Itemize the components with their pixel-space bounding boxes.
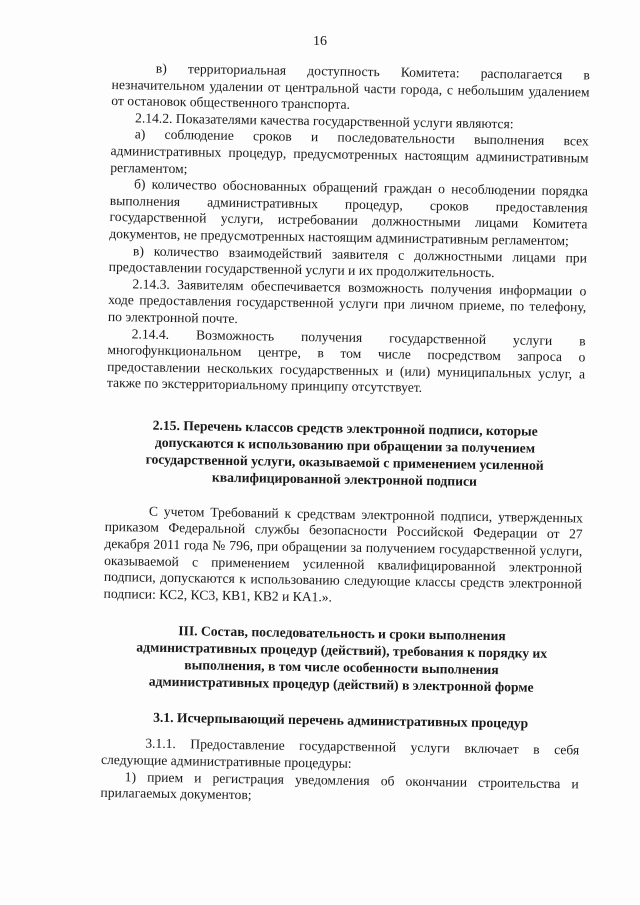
document-body [100,60,590,809]
paragraph-quality-a: а) соблюдение сроков и последовательности выполнения всех административных процедур, предусмотренных настоящим административным регламентом; [110,126,589,176]
paragraph-2-14-3: 2.14.3. Заявителям обеспечивается возможность получения информации о ходе предоставления государственной услуги при личном приеме, по телефону, по электронной почте. [107,276,587,326]
paragraph-2-15-signature-classes: С учетом Требований к средствам электронной подписи, утвержденных приказом Федеральной службы безопасности Российской Федерации от 27 декабря 2011 года № 796, при обращении за получением государственной услуги, оказываемой с применением усиленной квалифицированной электронной подписи, допускаются к использованию следующие классы средств электронной подписи: КС2, КС3, КВ1, КВ2 и КА1.». [103,503,583,605]
paragraph-quality-b: б) количество обоснованных обращений граждан о несоблюдении порядка выполнения административных процедур, сроков предоставления государственной услуги, истребовании должностными лицами Комитета документов, не предусмотренных настоящим административным регламентом; [109,176,589,249]
heading-2-15: 2.15. Перечень классов средств электронной подписи, которые допускаются к использованию при обращении за получением государственной услуги, оказываемой с применением усиленной квалифицированной электронной подписи [145,417,544,489]
paragraph-2-14-2: 2.14.2. Показателями качества государственной услуги являются: [134,110,514,132]
paragraph-2-14-4: 2.14.4. Возможность получения государственной услуги в многофункциональном центре, в том числе посредством запроса о предоставлении нескольких государственных и (или) муниципальных услуг, а также по экстерриториальному принципу отсутствует. [106,325,586,396]
paragraph-procedure-1: 1) прием и регистрация уведомления об окончании строительства и прилагаемых документов; [100,768,579,803]
page-number: 16 [313,34,327,49]
paragraph-quality-c: в) количество взаимодействий заявителя с должностными лицами при предоставлении государственной услуги и их продолжительность. [108,242,588,281]
paragraph-territorial-accessibility: в) территориальная доступность Комитета: располагается в незначительном удалении от центральной части города, с небольшим удалением от остановок общественного транспорта. [111,60,590,112]
paragraph-3-1-1: 3.1.1. Предоставление государственной услуги включает в себя следующие административные процедуры: [100,736,580,771]
heading-section-3: III. Состав, последовательность и сроки выполнения административных процедур (действий), требования к порядку их выполнения, в том числе особенности выполнения административных процедур (действий) в электронной форме [136,623,548,696]
heading-3-1: 3.1. Исчерпывающий перечень административных процедур [153,710,529,732]
